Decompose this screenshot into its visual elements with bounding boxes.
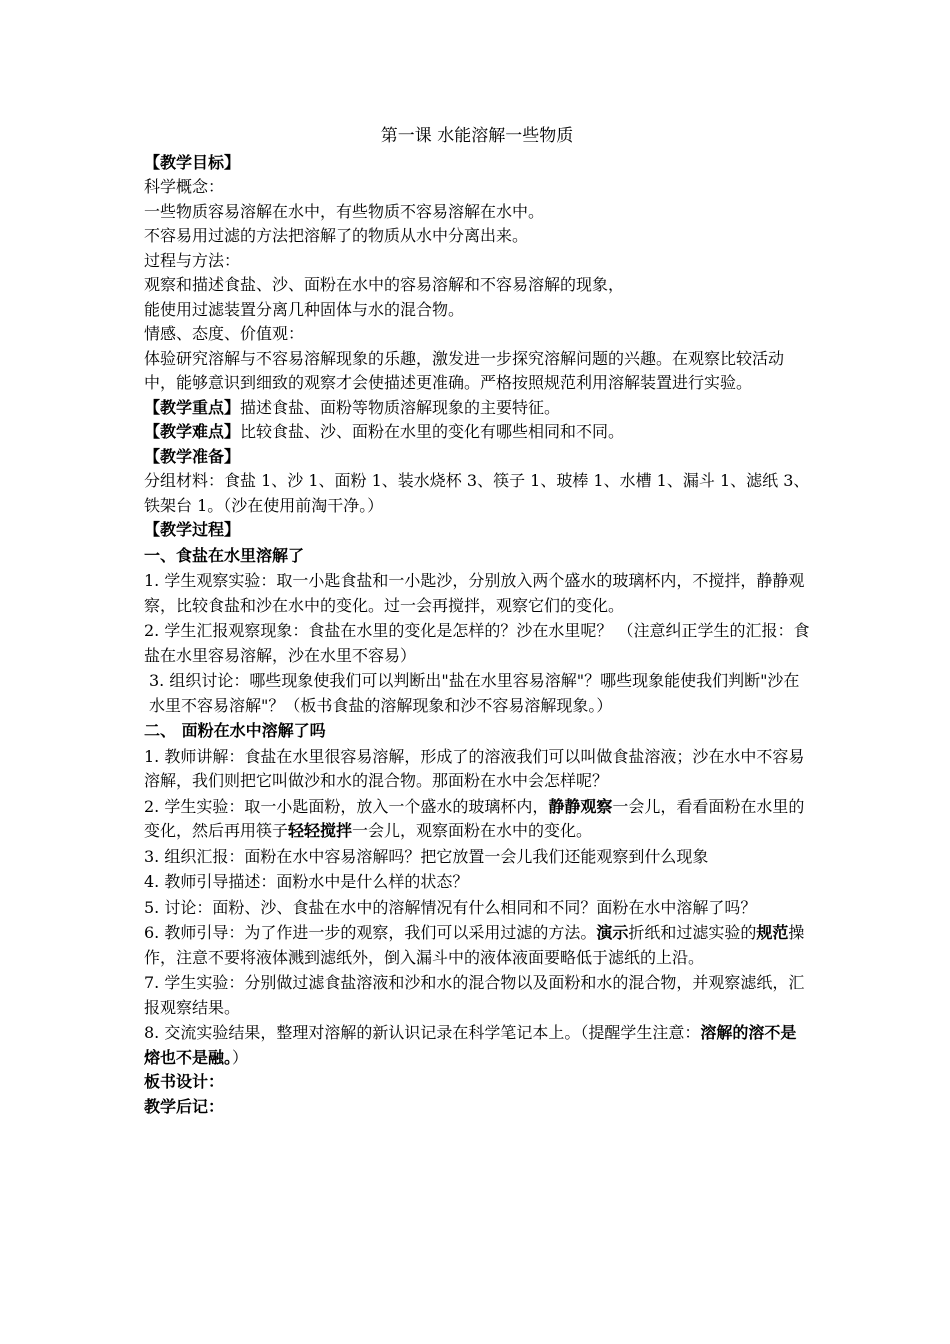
list-item: [144, 795, 810, 844]
item-text: 6. 教师引导：为了作进一步的观察，我们可以采用过滤的方法。: [144, 923, 597, 942]
emphasis: 静静观察: [548, 796, 613, 816]
preparation-heading: 【教学准备】: [144, 446, 241, 466]
process-heading: 【教学过程】: [144, 520, 241, 539]
process-line: 观察和描述食盐、沙、面粉在水中的容易溶解和不容易溶解的现象，: [144, 275, 625, 294]
preparation-text: 分组材料：食盐 1、沙 1、面粉 1、装水烧杯 3、筷子 1、玻棒 1、水槽 1、漏斗 1、滤纸 3、铁架台 1。（沙在使用前淘干净。）: [144, 471, 810, 515]
emphasis: 溶解的溶不是熔也不是融。: [144, 1023, 797, 1067]
document-page: [144, 124, 810, 1119]
section-title: 二、 面粉在水中溶解了吗: [144, 721, 326, 740]
concept-line: 不容易用过滤的方法把溶解了的物质从水中分离出来。: [144, 226, 529, 245]
emotion-text: 体验研究溶解与不容易溶解现象的乐趣，激发进一步探究溶解问题的兴趣。在观察比较活动中，能够意识到细致的观察才会使描述更准确。严格按照规范利用溶解装置进行实验。: [144, 348, 785, 392]
afterword-label: 教学后记：: [144, 1096, 225, 1116]
item-text: 一会儿，观察面粉在水中的变化。: [352, 821, 593, 840]
page-title: 第一课 水能溶解一些物质: [380, 126, 574, 146]
key-point: [144, 396, 810, 421]
item-text: 一会儿，看看面粉在水里的变化，然后再用筷子: [144, 796, 805, 840]
item-text: 8. 交流实验结果，整理对溶解的新认识记录在科学笔记本上。（提醒学生注意：: [144, 1023, 701, 1042]
list-item: 3. 组织讨论：哪些现象使我们可以判断出"盐在水里容易溶解"？哪些现象能使我们判断"沙在水里不容易溶解"？（板书食盐的溶解现象和沙不容易溶解现象。）: [149, 671, 800, 715]
list-item: 1. 教师讲解：食盐在水里很容易溶解，形成了的溶液我们可以叫做食盐溶液；沙在水中不容易溶解，我们则把它叫做沙和水的混合物。那面粉在水中会怎样呢？: [144, 746, 805, 790]
list-item: 1. 学生观察实验：取一小匙食盐和一小匙沙，分别放入两个盛水的玻璃杯内，不搅拌，静静观察，比较食盐和沙在水中的变化。过一会再搅拌，观察它们的变化。: [144, 571, 805, 615]
difficulty-heading: 【教学难点】: [144, 422, 241, 441]
key-point-text: 描述食盐、面粉等物质溶解现象的主要特征。: [240, 397, 561, 417]
difficulty: [144, 420, 810, 445]
objectives-heading: 【教学目标】: [144, 152, 241, 172]
emphasis: 规范: [756, 923, 789, 942]
item-text: 2. 学生实验：取一小匙面粉，放入一个盛水的玻璃杯内，: [144, 796, 549, 816]
emphasis: 轻轻搅拌: [288, 821, 353, 840]
list-item: 5. 讨论：面粉、沙、食盐在水中的溶解情况有什么相同和不同？面粉在水中溶解了吗？: [144, 897, 757, 917]
concept-label: 科学概念：: [144, 177, 225, 196]
board-design-label: 板书设计：: [144, 1072, 225, 1091]
list-item: 4. 教师引导描述：面粉水中是什么样的状态？: [144, 872, 469, 891]
item-text: 折纸和过滤实验的: [628, 923, 757, 942]
item-text: ）: [232, 1047, 249, 1067]
list-item: 2. 学生汇报观察现象：食盐在水里的变化是怎样的？沙在水里呢？ （注意纠正学生的汇报：食盐在水里容易溶解，沙在水里不容易）: [144, 621, 810, 665]
concept-line: 一些物质容易溶解在水中，有些物质不容易溶解在水中。: [144, 201, 545, 221]
section-title: 一、食盐在水里溶解了: [144, 545, 305, 565]
list-item: [144, 1021, 810, 1070]
process-label: 过程与方法：: [144, 250, 241, 270]
difficulty-text: 比较食盐、沙、面粉在水里的变化有哪些相同和不同。: [240, 422, 625, 441]
list-item: [144, 921, 810, 970]
process-line: 能使用过滤装置分离几种固体与水的混合物。: [144, 299, 465, 319]
emphasis: 演示: [596, 923, 629, 942]
list-item: 7. 学生实验：分别做过滤食盐溶液和沙和水的混合物以及面粉和水的混合物，并观察滤纸，汇报观察结果。: [144, 973, 805, 1017]
emotion-label: 情感、态度、价值观：: [144, 324, 305, 343]
item-text: 操作，注意不要将液体溅到滤纸外，倒入漏斗中的液体液面要略低于滤纸的上沿。: [144, 923, 805, 967]
key-point-heading: 【教学重点】: [144, 397, 241, 417]
list-item: 3. 组织汇报：面粉在水中容易溶解吗？把它放置一会儿我们还能观察到什么现象: [144, 846, 709, 866]
